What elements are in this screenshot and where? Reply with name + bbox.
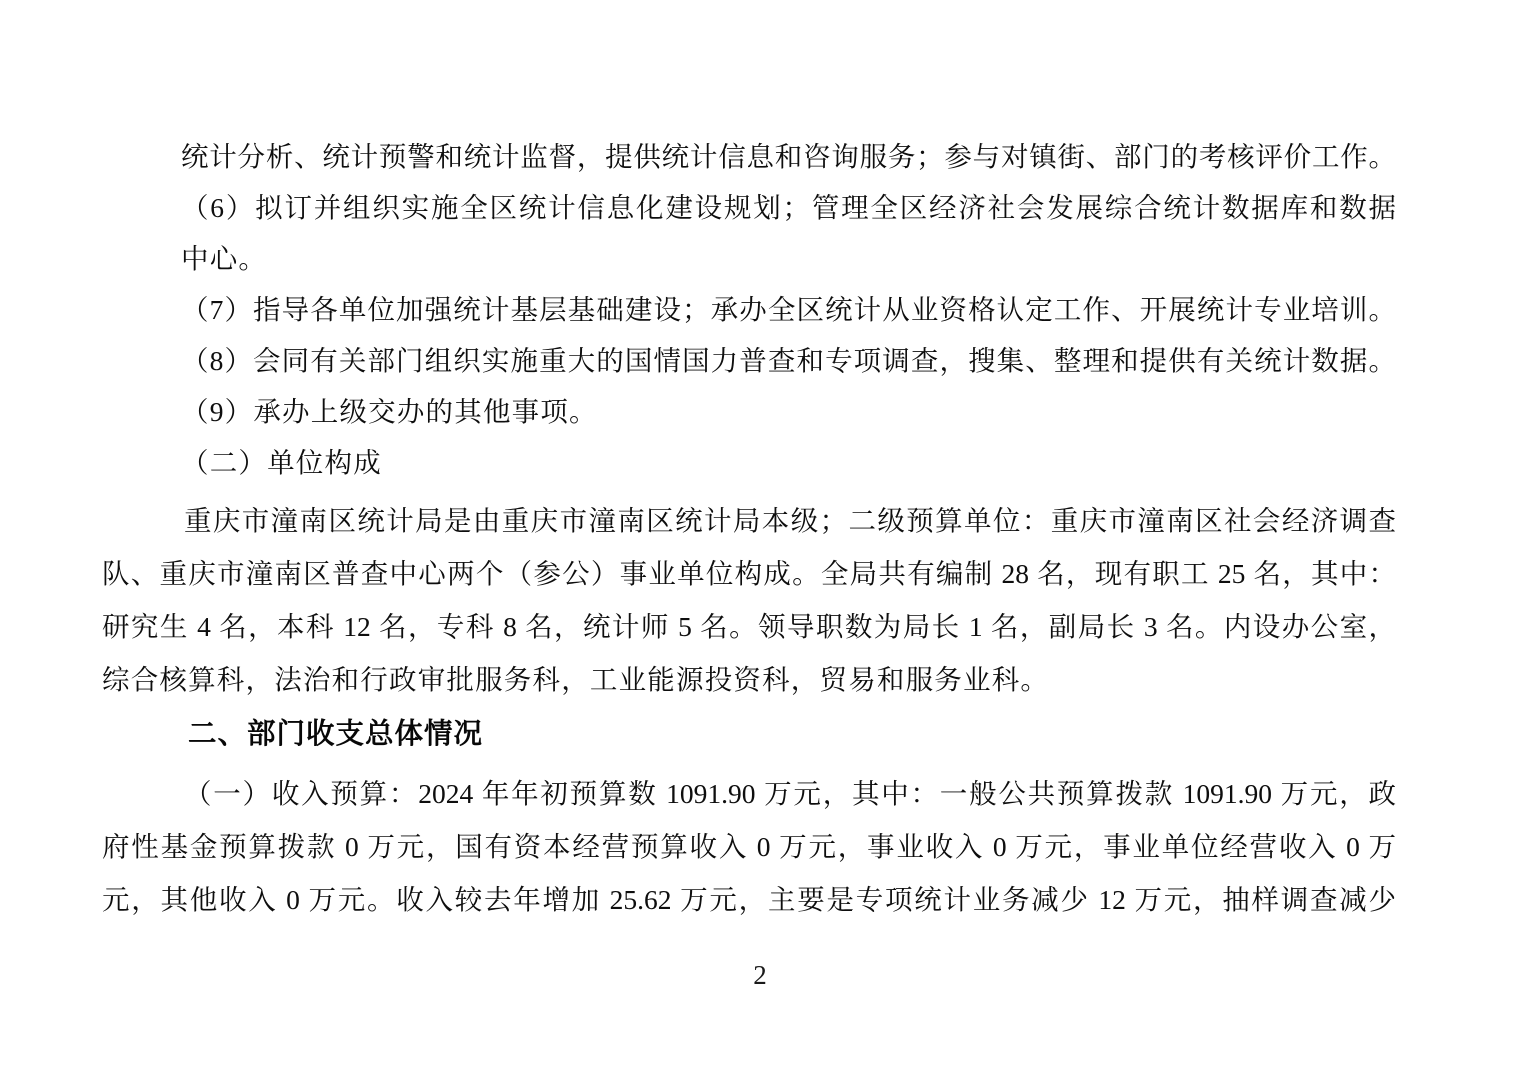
text-line: （8）会同有关部门组织实施重大的国情国力普查和专项调查，搜集、整理和提供有关统计数据。 <box>181 345 1396 376</box>
text-line: 队、重庆市潼南区普查中心两个（参公）事业单位构成。全局共有编制 28 名，现有职工 25 名，其中： <box>102 558 1396 589</box>
paragraph-item-5 <box>102 437 1396 488</box>
text-line: （6）拟订并组织实施全区统计信息化建设规划；管理全区经济社会发展综合统计数据库和数据 <box>181 192 1396 223</box>
page-number: 2 <box>753 960 767 990</box>
text-line: （二）单位构成 <box>181 447 382 478</box>
text-line: 府性基金预算拨款 0 万元，国有资本经营预算收入 0 万元，事业收入 0 万元，事业单位经营收入 0 万 <box>102 831 1396 862</box>
text-line: 二、部门收支总体情况 <box>188 718 484 750</box>
paragraph-body-6 <box>102 494 1396 706</box>
document-body <box>102 131 1396 926</box>
text-line: （9）承办上级交办的其他事项。 <box>181 396 598 427</box>
paragraph-item-2 <box>102 284 1396 335</box>
paragraph-item-1 <box>102 182 1396 284</box>
text-line: 重庆市潼南区统计局是由重庆市潼南区统计局本级；二级预算单位：重庆市潼南区社会经济调查 <box>184 505 1396 536</box>
text-line: （一）收入预算：2024 年年初预算数 1091.90 万元，其中：一般公共预算拨款 1091.90 万元，政 <box>184 778 1396 809</box>
text-line: 元，其他收入 0 万元。收入较去年增加 25.62 万元，主要是专项统计业务减少 12 万元，抽样调查减少 <box>102 884 1396 915</box>
paragraph-item-3 <box>102 335 1396 386</box>
paragraph-body-8 <box>102 767 1396 926</box>
paragraph-item-continuation-0 <box>102 131 1396 182</box>
text-line: 研究生 4 名，本科 12 名，专科 8 名，统计师 5 名。领导职数为局长 1 名，副局长 3 名。内设办公室， <box>102 611 1396 642</box>
paragraph-item-4 <box>102 386 1396 437</box>
text-line: 统计分析、统计预警和统计监督，提供统计信息和咨询服务；参与对镇街、部门的考核评价工作。 <box>181 141 1396 172</box>
text-line: 中心。 <box>181 243 268 274</box>
text-line: 综合核算科，法治和行政审批服务科，工业能源投资科，贸易和服务业科。 <box>102 664 1050 695</box>
paragraph-heading-7 <box>102 706 1396 763</box>
text-line: （7）指导各单位加强统计基层基础建设；承办全区统计从业资格认定工作、开展统计专业培训。 <box>181 294 1396 325</box>
